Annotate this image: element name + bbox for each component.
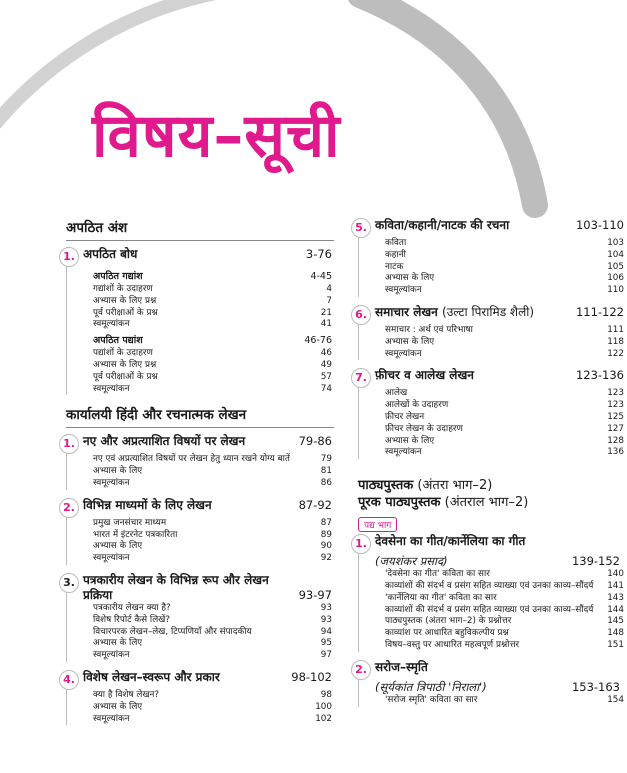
list-item: काव्यांशों की संदर्भ व प्रसंग सहित व्याख्या एवं उनका काव्य–सौंदर्य 144 <box>385 604 624 615</box>
chapter-vishesh-lekhan <box>63 669 336 725</box>
book-titles <box>358 477 627 534</box>
chapter-title: कविता/कहानी/नाटक की रचना <box>375 218 510 232</box>
list-item: स्वमूल्यांकन 74 <box>93 383 332 394</box>
chapter-number: 6. <box>351 305 371 325</box>
list-item: स्वमूल्यांकन 97 <box>93 650 332 661</box>
chapter-pages: 139-152 <box>571 554 620 569</box>
left-column <box>63 218 336 733</box>
list-item: विचारपरक लेखन–लेख, टिप्पणियाँ और संपादकीय 94 <box>93 626 332 637</box>
chapter-pages: 123-136 <box>575 368 624 383</box>
chapter-title: पत्रकारीय लेखन के विभिन्न रूप और लेखन प्रक्रिया <box>83 572 269 602</box>
chapter-title: नए और अप्रत्याशित विषयों पर लेखन <box>83 434 246 449</box>
list-item: 'सरोज स्मृति' कविता का सार 154 <box>385 694 624 705</box>
list-item: अभ्यास के लिए 90 <box>93 541 332 552</box>
chapter-patrakariya <box>63 572 336 662</box>
chapter-number: 1. <box>59 247 79 267</box>
chapter-title: अपठित बोध <box>83 247 138 261</box>
chapter-number: 1. <box>351 534 371 554</box>
list-item: कविता 103 <box>385 238 624 248</box>
book-title: पाठ्यपुस्तक (अंतरा भाग–2) <box>358 478 493 494</box>
chapter-madhyam <box>63 497 336 565</box>
list-item: काव्यांश पर आधारित बहुविकल्पीय प्रश्न 148 <box>385 628 624 639</box>
group-heading: अपठित पद्यांश 46-76 <box>93 335 332 347</box>
list-item: नाटक 105 <box>385 261 624 272</box>
chapter-pages: 79-86 <box>298 434 332 449</box>
poet-name: (जयशंकर प्रसाद) <box>375 554 448 569</box>
chapter-title: देवसेना का गीत/कार्नेलिया का गीत <box>375 534 526 549</box>
list-item: अभ्यास के लिए 128 <box>385 435 624 446</box>
chapter-kavita-kahani <box>355 218 627 297</box>
list-item: स्वमूल्यांकन 102 <box>93 713 332 724</box>
list-item: स्वमूल्यांकन 122 <box>385 348 624 359</box>
list-item: 'कार्नेलिया का गीत' कविता का सार 143 <box>385 592 624 603</box>
list-item: भारत में इंटरनेट पत्रकारिता 89 <box>93 529 332 540</box>
chapter-pages: 153-163 <box>571 679 620 694</box>
chapter-number: 5. <box>351 218 371 238</box>
chapter-title: विशेष लेखन–स्वरूप और प्रकार <box>83 669 220 684</box>
chapter-number: 7. <box>351 368 371 388</box>
list-item: पद्यांशों के उदाहरण 46 <box>93 348 332 359</box>
list-item: आलेख 123 <box>385 388 624 399</box>
list-item: स्वमूल्यांकन 41 <box>93 319 332 330</box>
list-item: अभ्यास के लिए प्रश्न 7 <box>93 295 332 306</box>
chapter-samachar <box>355 304 627 360</box>
list-item: पत्रकारीय लेखन क्या है? 93 <box>93 602 332 613</box>
chapter-pages: 111-122 <box>575 304 624 319</box>
section-divider <box>66 427 334 428</box>
chapter-number: 2. <box>351 660 371 680</box>
list-item: विषय–वस्तु पर आधारित महत्वपूर्ण प्रश्नोत्तर 151 <box>385 639 624 650</box>
chapter-title: समाचार लेखन (उल्टा पिरामिड शैली) <box>375 304 535 319</box>
list-item: काव्यांशों की संदर्भ व प्रसंग सहित व्याख्या एवं उनका काव्य–सौंदर्य 141 <box>385 580 624 591</box>
list-item: क्या है विशेष लेखन? 98 <box>93 689 332 700</box>
list-item: अभ्यास के लिए 106 <box>385 273 624 284</box>
list-item: समाचार : अर्थ एवं परिभाषा 111 <box>385 324 624 335</box>
group-heading: अपठित गद्यांश 4-45 <box>93 271 332 282</box>
chapter-title: सरोज–स्मृति <box>375 659 428 674</box>
list-item: स्वमूल्यांकन 136 <box>385 447 624 458</box>
section-divider <box>66 240 334 241</box>
list-item: फ़ीचर लेखन 125 <box>385 411 624 422</box>
list-item: स्वमूल्यांकन 92 <box>93 553 332 564</box>
chapter-pages: 93-97 <box>298 587 332 602</box>
chapter-pages: 87-92 <box>298 497 332 512</box>
list-item: पूर्व परीक्षाओं के प्रश्न 57 <box>93 371 332 382</box>
chapter-pages: 3-76 <box>305 247 332 261</box>
chapter-pages: 98-102 <box>291 669 332 684</box>
list-item: पूर्व परीक्षाओं के प्रश्न 21 <box>93 307 332 318</box>
list-item: कहानी 104 <box>385 249 624 260</box>
list-item: अभ्यास के लिए 100 <box>93 701 332 712</box>
section-heading: अपठित अंश <box>66 220 128 236</box>
list-item: स्वमूल्यांकन 86 <box>93 477 332 488</box>
supplementary-book-title: पूरक पाठ्यपुस्तक (अंतराल भाग–2) <box>358 495 529 511</box>
section-karyalayi <box>63 405 336 725</box>
list-item: स्वमूल्यांकन 110 <box>385 285 624 296</box>
list-item: अभ्यास के लिए 81 <box>93 466 332 477</box>
chapter-number: 2. <box>59 498 79 518</box>
list-item: प्रमुख जनसंचार माध्यम 87 <box>93 517 332 528</box>
list-item: अभ्यास के लिए 95 <box>93 638 332 649</box>
poet-name: (सूर्यकांत त्रिपाठी 'निराला') <box>375 679 487 694</box>
chapter-number: 3. <box>59 573 79 593</box>
chapter-number: 4. <box>59 670 79 690</box>
chapter-number: 1. <box>59 434 79 454</box>
section-apathit <box>63 218 336 395</box>
chapter-feature <box>355 368 627 459</box>
list-item: 'देवसेना का गीत' कविता का सार 140 <box>385 569 624 580</box>
section-heading: कार्यालयी हिंदी और रचनात्मक लेखन <box>66 407 247 424</box>
list-item: अभ्यास के लिए प्रश्न 49 <box>93 359 332 370</box>
list-item: अभ्यास के लिए 118 <box>385 336 624 347</box>
section-tag: पद्य भाग <box>358 517 397 532</box>
chapter-pages: 103-110 <box>575 218 624 232</box>
list-item: नए एवं अप्रत्याशित विषयों पर लेखन हेतु ध्यान रखने योग्य बातें 79 <box>93 454 332 465</box>
chapter-title: फ़ीचर व आलेख लेखन <box>375 368 474 383</box>
list-item: गद्यांशों के उदाहरण 4 <box>93 284 332 294</box>
chapter-devsena <box>355 534 627 652</box>
chapter-naye-vishay <box>63 434 336 489</box>
chapter-apathit-bodh <box>63 247 336 395</box>
page-title: विषय–सूची <box>92 101 341 171</box>
list-item: पाठ्यपुस्तक (अंतरा भाग–2) के प्रश्नोत्तर 145 <box>385 616 624 627</box>
list-item: विशेष रिपोर्ट कैसे लिखें? 93 <box>93 614 332 625</box>
list-item: फ़ीचर लेखन के उदाहरण 127 <box>385 423 624 434</box>
right-column <box>355 218 627 715</box>
chapter-saroj-smriti <box>355 659 627 707</box>
chapter-title: विभिन्न माध्यमों के लिए लेखन <box>83 497 212 512</box>
list-item: आलेखों के उदाहरण 123 <box>385 400 624 411</box>
